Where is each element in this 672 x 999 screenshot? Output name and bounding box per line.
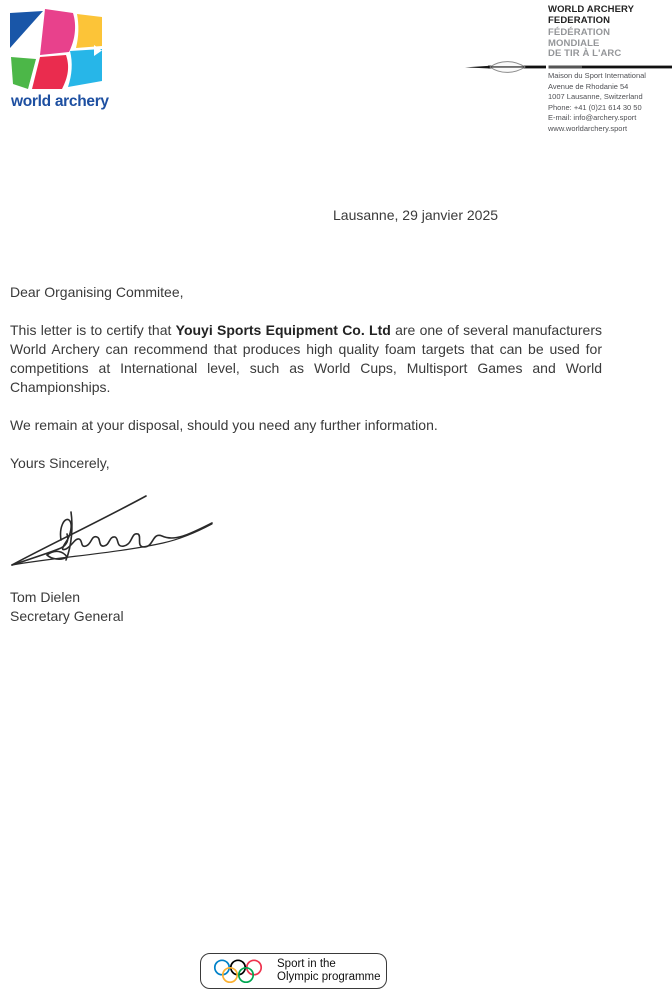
letter-body bbox=[10, 283, 602, 492]
federation-name-fr-line1: FÉDÉRATION bbox=[548, 27, 611, 38]
olympic-programme-badge bbox=[200, 953, 387, 989]
address-line: www.worldarchery.sport bbox=[548, 123, 628, 133]
dateline: Lausanne, 29 janvier 2025 bbox=[333, 207, 499, 223]
paragraph-certification bbox=[10, 321, 602, 397]
address-line: Avenue de Rhodanie 54 bbox=[548, 81, 629, 91]
federation-name-en-line2: FEDERATION bbox=[548, 14, 611, 26]
signer-name: Tom Dielen bbox=[10, 589, 81, 605]
closing: Yours Sincerely, bbox=[10, 455, 110, 471]
federation-name-fr bbox=[548, 28, 621, 60]
paragraph-disposal: We remain at your disposal, should you need any further information. bbox=[10, 417, 438, 433]
federation-name-fr-line3: DE TIR À L'ARC bbox=[548, 48, 622, 59]
address-line: Phone: +41 (0)21 614 30 50 bbox=[548, 102, 642, 112]
address-line: Maison du Sport International bbox=[548, 71, 646, 80]
company-name: Youyi Sports Equipment Co. Ltd bbox=[175, 322, 391, 338]
badge-text-line2: Olympic programme bbox=[277, 971, 381, 983]
world-archery-logo-icon bbox=[10, 9, 102, 91]
address-block bbox=[548, 71, 646, 135]
salutation: Dear Organising Commitee, bbox=[10, 284, 184, 300]
badge-text bbox=[277, 958, 381, 985]
paragraph-pre: This letter is to certify that bbox=[10, 322, 176, 338]
wordmark: world archery bbox=[11, 93, 109, 110]
olympic-rings-icon bbox=[210, 958, 266, 985]
address-line: E-mail: info@archery.sport bbox=[548, 113, 637, 123]
paragraph-post: are one of several manufacturers World Archery can recommend that produces high quality foam targets that can be used for competitions at International level, such as World Cups, Multisport Games and World Championships. bbox=[10, 322, 603, 395]
signer-block bbox=[10, 588, 124, 626]
signature-icon bbox=[3, 487, 228, 572]
federation-name-en-line1: WORLD ARCHERY bbox=[548, 4, 635, 15]
federation-name-en bbox=[548, 5, 634, 26]
badge-text-line1: Sport in the bbox=[277, 957, 336, 970]
federation-name-fr-line2: MONDIALE bbox=[548, 37, 600, 49]
signer-title: Secretary General bbox=[10, 608, 124, 624]
address-line: 1007 Lausanne, Switzerland bbox=[548, 92, 643, 102]
